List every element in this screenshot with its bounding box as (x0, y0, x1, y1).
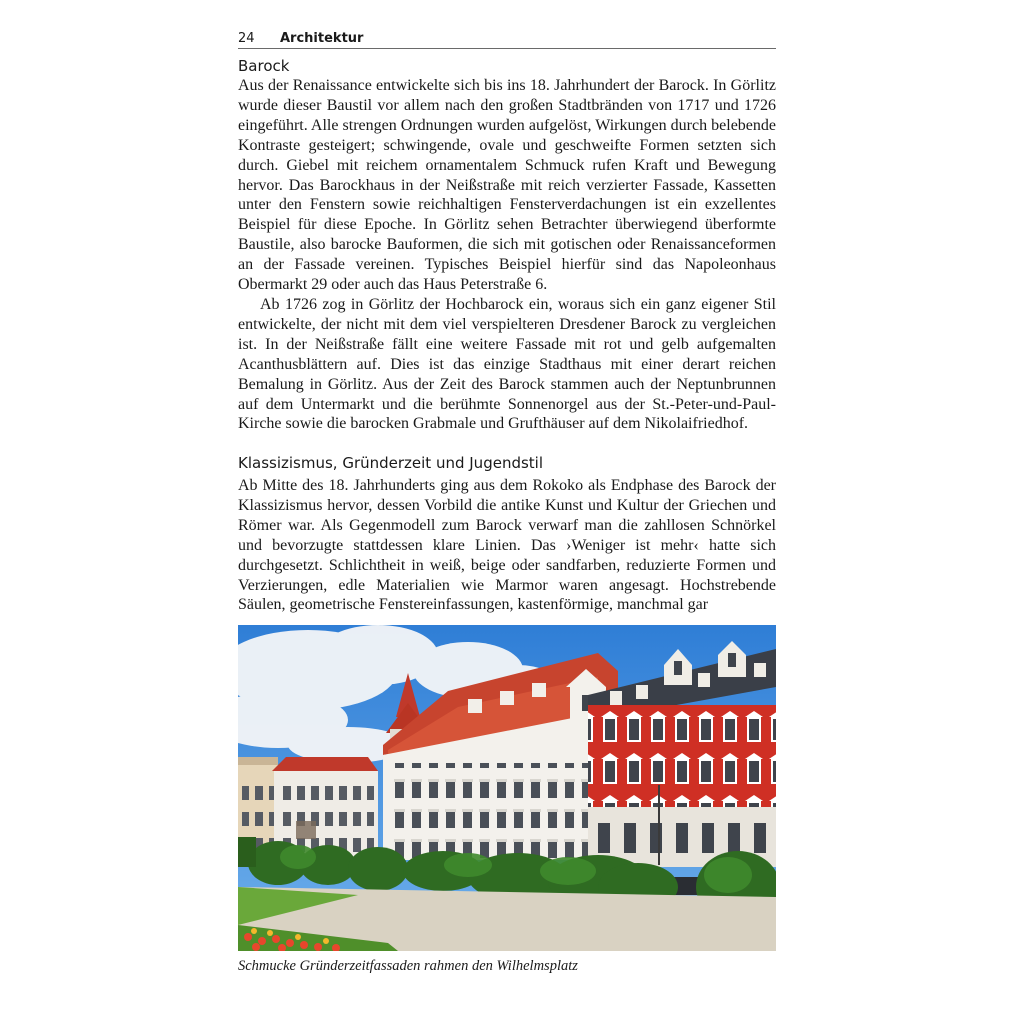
photo-wilhelmsplatz (238, 625, 776, 951)
section-body-klassizismus (238, 476, 776, 615)
page-number: 24 (238, 31, 255, 46)
paragraph: Ab 1726 zog in Görlitz der Hochbarock ein, woraus sich ein ganz eigener Stil entwickelte, der nicht mit dem viel verspielteren Dresdener Barock zu vergleichen ist. In der Neißstraße fällt eine weitere Fassade mit rot und gelb aufgemalten Acanthusblättern auf. Dies ist das einzige Stadthaus mit einer derart reichen Bemalung in Görlitz. Aus der Zeit des Barock stammen auch der Neptunbrunnen auf dem Untermarkt und die berühmte Sonnenorgel aus der St.-Peter-und-Paul-Kirche sowie die barocken Grabmale und Grufthäuser auf dem Nikolaifriedhof. (238, 295, 776, 433)
section-heading-klassizismus: Klassizismus, Gründerzeit und Jugendstil (238, 454, 544, 472)
running-head (238, 30, 776, 49)
running-head-section: Architektur (280, 31, 364, 46)
paragraph: Aus der Renaissance entwickelte sich bis ins 18. Jahrhundert der Barock. In Görlitz wurde dieser Baustil vor allem nach den großen Stadtbränden von 1717 und 1726 eingeführt. Alle strengen Ordnungen wurden aufgelöst, Wirkungen durch belebende Kontraste gesteigert; schwingende, ovale und geschweifte Formen setzten sich durch. Giebel mit reichem ornamentalem Schmuck rufen Kraft und Bewegung hervor. Das Barockhaus in der Neißstraße mit reich verzierter Fassade, Kassetten unter den Fenstern sowie reichhaltigen Fensterverdachungen ist ein exzellentes Beispiel für diese Epoche. In Görlitz sehen Betrachter überwiegend überformte Baustile, also barocke Bauformen, die sich mit gotischen oder Renaissanceformen an der Fassade vereinen. Typisches Beispiel hierfür sind das Napoleonhaus Obermarkt 29 oder auch das Haus Peterstraße 6. (238, 77, 776, 294)
paragraph: Ab Mitte des 18. Jahrhunderts ging aus dem Rokoko als Endphase des Barock der Klassizismus hervor, dessen Vorbild die antike Kunst und Kultur der Griechen und Römer war. Als Gegenmodell zum Barock verwarf man die zahllosen Schnörkel und bevorzugte stattdessen klare Linien. Das ›Weniger ist mehr‹ hatte sich durchgesetzt. Schlichtheit in weiß, beige oder sandfarben, reduzierte Formen und Verzierungen, edle Materialien wie Marmor waren angesagt. Hochstrebende Säulen, geometrische Fenstereinfassungen, kastenförmige, manchmal gar (238, 477, 776, 614)
section-heading-barock: Barock (238, 57, 290, 75)
book-page (238, 0, 776, 1024)
figure-caption: Schmucke Gründerzeitfassaden rahmen den Wilhelmsplatz (238, 958, 578, 974)
section-body-barock (238, 76, 776, 434)
